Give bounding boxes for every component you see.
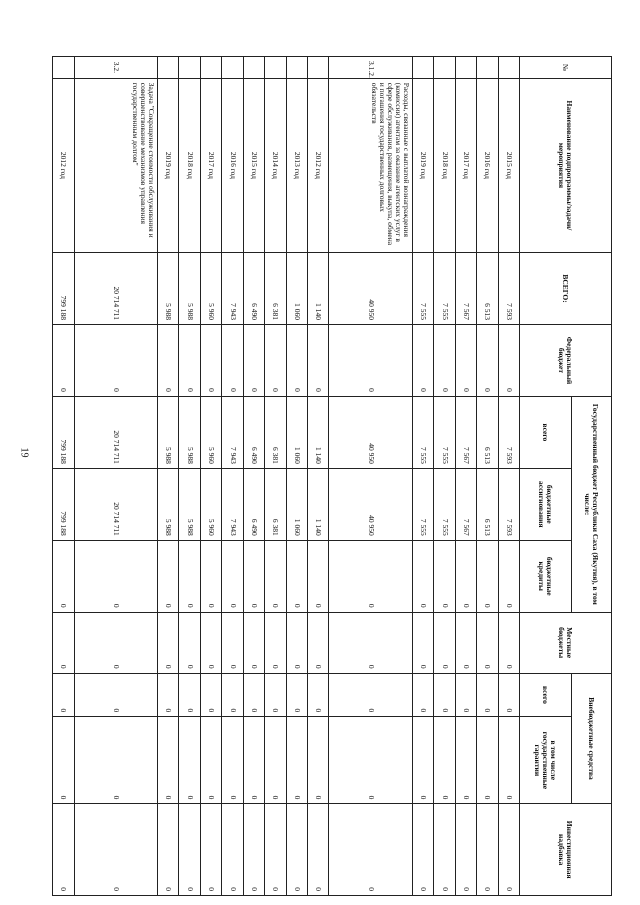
cell-extra-guar: 0 xyxy=(222,717,243,804)
cell-invest: 0 xyxy=(158,804,179,896)
cell-local: 0 xyxy=(200,612,221,673)
cell-invest: 0 xyxy=(243,804,264,896)
cell-total: 799 188 xyxy=(53,253,75,325)
budget-table xyxy=(52,56,612,896)
cell-num xyxy=(200,57,221,79)
cell-rep-credit: 0 xyxy=(412,540,433,612)
cell-extra-guar: 0 xyxy=(158,717,179,804)
header-rep-assign: бюджетные ассигнования xyxy=(520,468,572,540)
cell-extra-total: 0 xyxy=(308,673,329,717)
cell-rep-assign: 1 060 xyxy=(286,468,307,540)
cell-extra-guar: 0 xyxy=(286,717,307,804)
cell-extra-guar: 0 xyxy=(74,717,157,804)
table-row xyxy=(243,57,264,896)
cell-extra-total: 0 xyxy=(265,673,286,717)
cell-local: 0 xyxy=(243,612,264,673)
table-row xyxy=(179,57,200,896)
cell-extra-guar: 0 xyxy=(329,717,412,804)
table-row xyxy=(498,57,519,896)
cell-name: 2015 год xyxy=(498,78,519,252)
cell-extra-total: 0 xyxy=(498,673,519,717)
cell-rep-assign: 5 988 xyxy=(179,468,200,540)
cell-federal: 0 xyxy=(498,325,519,397)
cell-rep-total: 5 988 xyxy=(158,396,179,468)
cell-federal: 0 xyxy=(286,325,307,397)
cell-total: 7 555 xyxy=(434,253,455,325)
cell-rep-total: 7 943 xyxy=(222,396,243,468)
table-row xyxy=(286,57,307,896)
cell-extra-guar: 0 xyxy=(434,717,455,804)
cell-invest: 0 xyxy=(498,804,519,896)
cell-federal: 0 xyxy=(308,325,329,397)
cell-rep-credit: 0 xyxy=(308,540,329,612)
table-row xyxy=(477,57,498,896)
cell-name: 2015 год xyxy=(243,78,264,252)
cell-rep-assign: 5 960 xyxy=(200,468,221,540)
cell-extra-total: 0 xyxy=(179,673,200,717)
cell-invest: 0 xyxy=(200,804,221,896)
cell-num xyxy=(412,57,433,79)
cell-rep-total: 7 555 xyxy=(412,396,433,468)
cell-name: 2012 год xyxy=(308,78,329,252)
table-row xyxy=(158,57,179,896)
header-total: ВСЕГО: xyxy=(520,253,612,325)
cell-rep-credit: 0 xyxy=(434,540,455,612)
cell-num: 3.1.2. xyxy=(329,57,412,79)
cell-total: 20 714 711 xyxy=(74,253,157,325)
cell-rep-total: 1 060 xyxy=(286,396,307,468)
page-number: 19 xyxy=(18,447,30,458)
cell-local: 0 xyxy=(265,612,286,673)
cell-name: 2014 год xyxy=(265,78,286,252)
cell-federal: 0 xyxy=(53,325,75,397)
cell-local: 0 xyxy=(286,612,307,673)
cell-extra-total: 0 xyxy=(477,673,498,717)
cell-total: 1 140 xyxy=(308,253,329,325)
cell-total: 7 567 xyxy=(455,253,476,325)
cell-rep-total: 7 555 xyxy=(434,396,455,468)
cell-extra-guar: 0 xyxy=(265,717,286,804)
cell-num xyxy=(243,57,264,79)
cell-name: 2016 год xyxy=(477,78,498,252)
table-row xyxy=(222,57,243,896)
table-row xyxy=(74,57,157,896)
cell-local: 0 xyxy=(498,612,519,673)
cell-total: 1 060 xyxy=(286,253,307,325)
header-rep-credit: бюджетные кредиты xyxy=(520,540,572,612)
cell-invest: 0 xyxy=(412,804,433,896)
cell-invest: 0 xyxy=(265,804,286,896)
cell-federal: 0 xyxy=(200,325,221,397)
cell-name: 2017 год xyxy=(200,78,221,252)
cell-num xyxy=(53,57,75,79)
cell-invest: 0 xyxy=(308,804,329,896)
cell-rep-assign: 7 555 xyxy=(412,468,433,540)
cell-rep-credit: 0 xyxy=(265,540,286,612)
cell-extra-guar: 0 xyxy=(455,717,476,804)
cell-rep-assign: 5 988 xyxy=(158,468,179,540)
cell-rep-total: 799 188 xyxy=(53,396,75,468)
cell-rep-assign: 1 140 xyxy=(308,468,329,540)
cell-rep-assign: 7 567 xyxy=(455,468,476,540)
cell-extra-total: 0 xyxy=(286,673,307,717)
table-row xyxy=(329,57,412,896)
cell-total: 5 960 xyxy=(200,253,221,325)
cell-rep-credit: 0 xyxy=(498,540,519,612)
cell-local: 0 xyxy=(412,612,433,673)
cell-rep-assign: 7 555 xyxy=(434,468,455,540)
cell-rep-assign: 7 593 xyxy=(498,468,519,540)
cell-num xyxy=(286,57,307,79)
cell-name: 2018 год xyxy=(179,78,200,252)
cell-local: 0 xyxy=(222,612,243,673)
cell-federal: 0 xyxy=(477,325,498,397)
cell-rep-total: 40 950 xyxy=(329,396,412,468)
table-row xyxy=(265,57,286,896)
cell-name: 2018 год xyxy=(434,78,455,252)
cell-total: 6 381 xyxy=(265,253,286,325)
cell-name: Задача "Сокращение стоимости обслуживания и совершенствование механизмов управления государственным долгом" xyxy=(74,78,157,252)
cell-extra-guar: 0 xyxy=(179,717,200,804)
cell-rep-credit: 0 xyxy=(53,540,75,612)
cell-num xyxy=(308,57,329,79)
cell-federal: 0 xyxy=(243,325,264,397)
cell-extra-total: 0 xyxy=(434,673,455,717)
cell-rep-credit: 0 xyxy=(158,540,179,612)
table-row xyxy=(53,57,75,896)
header-federal: Федеральный бюджет xyxy=(520,325,612,397)
cell-invest: 0 xyxy=(286,804,307,896)
header-republic: Государственный бюджет Республики Саха (Якутия), в том числе: xyxy=(572,396,612,612)
cell-num xyxy=(265,57,286,79)
cell-invest: 0 xyxy=(434,804,455,896)
cell-local: 0 xyxy=(74,612,157,673)
cell-rep-total: 1 140 xyxy=(308,396,329,468)
cell-num xyxy=(455,57,476,79)
cell-name: 2016 год xyxy=(222,78,243,252)
header-invest: Инвестиционная надбавка xyxy=(520,804,612,896)
cell-federal: 0 xyxy=(412,325,433,397)
cell-name: 2019 год xyxy=(158,78,179,252)
header-rep-total: всего xyxy=(520,396,572,468)
cell-total: 6 513 xyxy=(477,253,498,325)
cell-rep-credit: 0 xyxy=(243,540,264,612)
cell-rep-assign: 6 513 xyxy=(477,468,498,540)
cell-extra-total: 0 xyxy=(53,673,75,717)
cell-total: 5 988 xyxy=(158,253,179,325)
cell-rep-total: 5 988 xyxy=(179,396,200,468)
cell-num xyxy=(179,57,200,79)
cell-local: 0 xyxy=(179,612,200,673)
cell-local: 0 xyxy=(434,612,455,673)
cell-rep-credit: 0 xyxy=(286,540,307,612)
cell-local: 0 xyxy=(455,612,476,673)
table-row xyxy=(412,57,433,896)
cell-rep-credit: 0 xyxy=(477,540,498,612)
cell-name: 2019 год xyxy=(412,78,433,252)
cell-extra-guar: 0 xyxy=(200,717,221,804)
cell-federal: 0 xyxy=(158,325,179,397)
cell-rep-credit: 0 xyxy=(455,540,476,612)
cell-num xyxy=(477,57,498,79)
cell-invest: 0 xyxy=(74,804,157,896)
cell-rep-total: 6 381 xyxy=(265,396,286,468)
cell-rep-assign: 799 188 xyxy=(53,468,75,540)
cell-extra-total: 0 xyxy=(329,673,412,717)
cell-federal: 0 xyxy=(222,325,243,397)
cell-extra-guar: 0 xyxy=(308,717,329,804)
cell-total: 7 555 xyxy=(412,253,433,325)
cell-name: Расходы, связанные с выплатой вознаграждения (комиссии) агентам за оказание агентских услуг в сфере обслуживания, размещения, выкупа, обмена и погашения государственных долговых обязательств xyxy=(329,78,412,252)
header-num: № xyxy=(520,57,612,79)
cell-invest: 0 xyxy=(477,804,498,896)
cell-rep-credit: 0 xyxy=(74,540,157,612)
cell-rep-assign: 6 381 xyxy=(265,468,286,540)
cell-num xyxy=(434,57,455,79)
cell-local: 0 xyxy=(477,612,498,673)
cell-extra-total: 0 xyxy=(455,673,476,717)
budget-table-wrapper xyxy=(52,56,612,896)
cell-invest: 0 xyxy=(179,804,200,896)
cell-num: 3.2. xyxy=(74,57,157,79)
rotated-table-area xyxy=(52,56,612,896)
cell-rep-assign: 6 490 xyxy=(243,468,264,540)
cell-extra-guar: 0 xyxy=(243,717,264,804)
cell-total: 7 593 xyxy=(498,253,519,325)
cell-invest: 0 xyxy=(222,804,243,896)
cell-name: 2017 год xyxy=(455,78,476,252)
cell-invest: 0 xyxy=(53,804,75,896)
cell-rep-assign: 7 943 xyxy=(222,468,243,540)
cell-invest: 0 xyxy=(455,804,476,896)
cell-extra-total: 0 xyxy=(412,673,433,717)
cell-rep-total: 6 513 xyxy=(477,396,498,468)
header-extra: Внебюджетные средства xyxy=(572,673,612,804)
header-extra-guar: в том числе государственные гарантии xyxy=(520,717,572,804)
table-row xyxy=(455,57,476,896)
cell-rep-total: 6 490 xyxy=(243,396,264,468)
cell-num xyxy=(222,57,243,79)
cell-local: 0 xyxy=(308,612,329,673)
cell-total: 40 950 xyxy=(329,253,412,325)
cell-rep-total: 7 567 xyxy=(455,396,476,468)
cell-extra-total: 0 xyxy=(200,673,221,717)
cell-federal: 0 xyxy=(455,325,476,397)
cell-num xyxy=(498,57,519,79)
cell-invest: 0 xyxy=(329,804,412,896)
cell-rep-assign: 40 950 xyxy=(329,468,412,540)
cell-rep-credit: 0 xyxy=(329,540,412,612)
cell-extra-total: 0 xyxy=(222,673,243,717)
header-name: Наименование подпрограммы/задачи/мероприятия xyxy=(520,78,612,252)
cell-total: 6 490 xyxy=(243,253,264,325)
cell-rep-total: 5 960 xyxy=(200,396,221,468)
cell-rep-total: 7 593 xyxy=(498,396,519,468)
cell-rep-credit: 0 xyxy=(200,540,221,612)
cell-federal: 0 xyxy=(434,325,455,397)
cell-rep-credit: 0 xyxy=(179,540,200,612)
cell-extra-total: 0 xyxy=(158,673,179,717)
cell-total: 7 943 xyxy=(222,253,243,325)
cell-federal: 0 xyxy=(74,325,157,397)
cell-extra-guar: 0 xyxy=(498,717,519,804)
cell-local: 0 xyxy=(158,612,179,673)
table-row xyxy=(308,57,329,896)
table-row xyxy=(200,57,221,896)
cell-local: 0 xyxy=(329,612,412,673)
cell-federal: 0 xyxy=(265,325,286,397)
cell-name: 2012 год xyxy=(53,78,75,252)
table-body xyxy=(53,57,520,896)
cell-local: 0 xyxy=(53,612,75,673)
cell-total: 5 988 xyxy=(179,253,200,325)
cell-extra-guar: 0 xyxy=(53,717,75,804)
cell-federal: 0 xyxy=(179,325,200,397)
cell-num xyxy=(158,57,179,79)
cell-rep-credit: 0 xyxy=(222,540,243,612)
cell-extra-guar: 0 xyxy=(412,717,433,804)
cell-extra-guar: 0 xyxy=(477,717,498,804)
header-local: Местные бюджеты xyxy=(520,612,612,673)
cell-rep-total: 20 714 711 xyxy=(74,396,157,468)
cell-rep-assign: 20 714 711 xyxy=(74,468,157,540)
cell-extra-total: 0 xyxy=(74,673,157,717)
cell-extra-total: 0 xyxy=(243,673,264,717)
table-row xyxy=(434,57,455,896)
cell-federal: 0 xyxy=(329,325,412,397)
cell-name: 2013 год xyxy=(286,78,307,252)
header-extra-total: всего xyxy=(520,673,572,717)
